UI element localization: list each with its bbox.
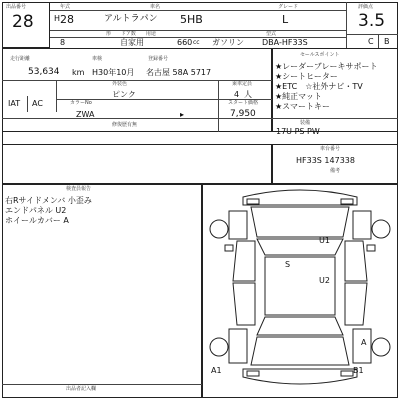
equipment-label: セールスポイント (300, 52, 340, 58)
report-lines (5, 196, 92, 226)
model-code: DBA-HF33S (262, 38, 308, 47)
model-name: アルトラパン (104, 14, 158, 24)
equipment-item: ★ETC ☆社外ナビ・TV (275, 82, 363, 91)
mark-s: S (285, 260, 291, 269)
plate-number: 名古屋 58A 5717 (146, 68, 212, 77)
equipment-item: ★純正マット (275, 92, 322, 101)
equipment-item: ★レーダーブレーキサポート (275, 62, 378, 71)
interior-grade: C (368, 37, 374, 46)
mark-u2: U2 (319, 276, 330, 285)
equipment-item: ★シートヒーター (275, 72, 338, 81)
report-label: 検査員報告 (66, 186, 92, 192)
color-label: 外装色 (112, 81, 128, 87)
fuel-type: ガソリン (212, 38, 244, 47)
capacity-unit: 人 (244, 90, 252, 99)
mark-u1: U1 (319, 236, 330, 245)
report-line: ホイールカバー A (5, 216, 69, 225)
score-label: 評価点 (358, 4, 374, 10)
mark-a1: A1 (211, 366, 222, 375)
notes-area (2, 144, 272, 184)
mileage-unit: km (72, 68, 85, 77)
lot-label: 出品番号 (6, 4, 27, 10)
info-block (2, 48, 272, 132)
displacement: 660 (177, 38, 193, 47)
mark-a: A (361, 338, 367, 347)
transmission: IAT (8, 99, 21, 108)
price-label: スタート価格 (228, 100, 259, 106)
doors: 8 (60, 38, 66, 47)
displacement-unit: cc (193, 39, 200, 46)
start-price: 7,950 (230, 109, 256, 119)
year-value: 28 (60, 13, 74, 26)
body-color: ピンク (112, 90, 136, 99)
score-value: 3.5 (358, 11, 386, 31)
car-outline-icon (203, 185, 397, 397)
tire-label: 装備 (300, 120, 311, 126)
mark-b1: B1 (353, 366, 364, 375)
capacity-label: 乗車定員 (232, 81, 253, 87)
year-label: 年式 (60, 4, 71, 10)
exterior-grade: B (384, 37, 390, 46)
chassis-label: 車台番号 (320, 146, 341, 152)
equipment-item: ★スマートキー (275, 102, 331, 111)
year-era: H (54, 14, 61, 23)
mileage: 53,634 (28, 67, 60, 77)
equipment-list (275, 62, 377, 112)
lot-number: 28 (12, 12, 34, 32)
capacity-value: 4 (234, 90, 240, 99)
seller-label: 出品者記入欄 (66, 386, 97, 392)
car-diagram (202, 184, 398, 398)
usage: 自家用 (120, 38, 144, 47)
report-line: エンドパネル U2 (5, 206, 67, 215)
model-label: 車名 (150, 4, 161, 10)
inspection-date: H30年10月 (92, 68, 135, 77)
equipment-spec: 17U PS PW (276, 127, 320, 136)
color-code: ZWA (76, 110, 95, 119)
report-line: 右Rサイドメンバ 小歪み (5, 196, 92, 205)
aircon: AC (32, 99, 43, 108)
grade-label: グレード (278, 4, 299, 10)
body-type: 5HB (180, 13, 203, 26)
chassis-number: HF33S 147338 (296, 156, 355, 165)
color-code-label: カラーNo (70, 100, 92, 106)
grade-value: L (282, 13, 289, 26)
history-label: 修復歴有無 (112, 122, 138, 128)
